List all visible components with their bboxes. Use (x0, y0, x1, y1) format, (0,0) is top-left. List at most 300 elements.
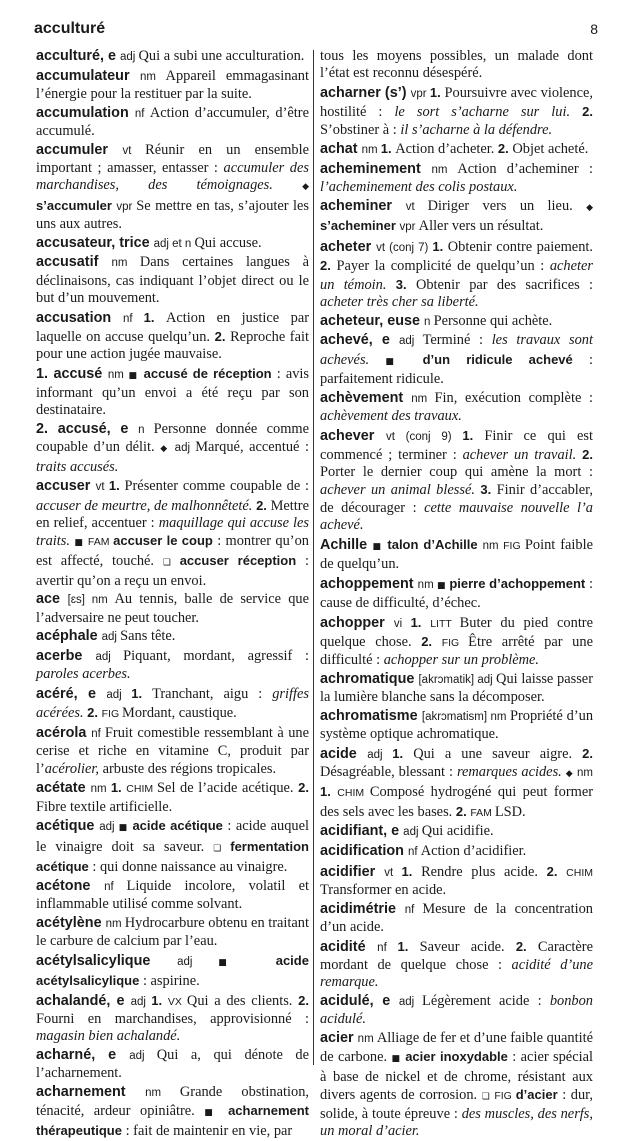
grammar-label: adj (403, 826, 422, 839)
definition-text: Fin, exécution complète : (434, 389, 597, 406)
dictionary-entry (320, 707, 597, 744)
dictionary-entry (320, 198, 593, 237)
example-text: il s’acharne à la défendre. (400, 121, 553, 138)
example-text: accumuler des marchandises, des témoignages. (36, 160, 313, 194)
headword: 1. accusé (36, 365, 108, 382)
dictionary-entry (320, 1030, 597, 1141)
sense-marker: accuser réception (179, 553, 305, 569)
example-text: magasin bien achalandé. (36, 1028, 181, 1044)
headword: accusatif (36, 254, 112, 271)
grammar-label: nm (577, 767, 597, 779)
grammar-label: nm (361, 144, 381, 157)
sense-marker: 1. (151, 992, 168, 1008)
definition-text: Réunir en un ensemble important ; amasser, entasser : (36, 141, 313, 176)
definition-text: : acier spécial à base de nickel et de chrome, résistant aux divers agents de corrosion. (320, 1049, 597, 1103)
dictionary-entry (36, 1083, 313, 1141)
usage-label: FIG (101, 708, 123, 721)
definition-text: : montrer qu’on est affecté, touché. (36, 533, 313, 570)
grammar-label: adj (95, 651, 124, 663)
sense-marker: 2. (320, 258, 337, 274)
symbol-icon: ■ (391, 1054, 401, 1065)
sense-marker: 1. (432, 239, 448, 254)
example-text: acheter un témoin. (320, 258, 597, 293)
dictionary-entry (36, 104, 313, 141)
example-text: bonbon acidulé. (320, 993, 597, 1028)
sense-marker: 2. (582, 104, 597, 120)
dictionary-entry (320, 823, 593, 841)
symbol-icon: ◆ (565, 769, 574, 779)
sense-marker: 1. (401, 863, 422, 879)
usage-label: FAM (87, 536, 114, 548)
definition-text (221, 839, 230, 855)
grammar-label: adj (398, 335, 423, 348)
dictionary-entry (36, 365, 313, 420)
pronunciation: [ɛs] (67, 594, 92, 607)
definition-text: arbuste des régions tropicales. (99, 760, 277, 777)
dictionary-entry (320, 670, 597, 707)
headword: achat (320, 141, 362, 158)
sense-marker: 2. (515, 938, 538, 954)
sense-marker: d’un ridicule achevé (422, 351, 589, 367)
definition-text: : aspirine. (142, 972, 200, 989)
headword: Achille (320, 536, 373, 553)
dictionary-entry (36, 685, 313, 724)
example-text: l’acheminement des colis postaux. (320, 179, 518, 196)
dictionary-entry (320, 938, 597, 992)
definition-text: Mettre en relief, accentuer : (36, 497, 313, 531)
definition-text: Fourni en marchandises, approvisionné : (36, 1010, 313, 1027)
definition-text (593, 198, 597, 214)
definition-text: Qui acidifie. (421, 823, 494, 840)
definition-text: Caractère mordant de quelque chose : (320, 938, 597, 973)
headword: acidimétrie (320, 900, 405, 917)
sense-marker: 1. (320, 784, 338, 800)
example-text: acheter très cher sa liberté. (320, 293, 479, 310)
dictionary-entry (36, 67, 313, 104)
definition-text: Qui a subi une acculturation. (138, 48, 305, 64)
dictionary-entry (36, 952, 313, 991)
grammar-label: nf (104, 880, 127, 893)
headword: acerbe (36, 648, 96, 664)
grammar-label: nf (407, 846, 421, 858)
sense-marker: 1. (410, 614, 431, 630)
example-text: achèvement des travaux. (320, 407, 462, 424)
dictionary-entry (320, 863, 596, 900)
grammar-label: adj (477, 673, 497, 686)
definition-text (171, 553, 180, 569)
definition-text: Saveur acide. (419, 938, 516, 955)
sense-marker: s’acheminer (320, 218, 400, 234)
grammar-label: vt (405, 201, 428, 213)
headword: acharnement (36, 1083, 146, 1100)
grammar-label: adj (130, 995, 152, 1008)
example-text: remarques acides. (456, 764, 562, 780)
example-text: achever un animal blessé. (320, 482, 475, 499)
grammar-label: adj et n (153, 237, 195, 250)
example-text: le sort s’acharne sur lui. (394, 104, 571, 121)
headword: achalandé, e (36, 992, 131, 1009)
headword: acheminement (320, 161, 432, 177)
grammar-label: vpr (399, 221, 419, 234)
dictionary-entry (36, 48, 309, 66)
definition-text: Terminé : (422, 332, 492, 349)
sense-marker: pierre d’achoppement (449, 575, 589, 591)
definition-text: Alliage de fer et d’une faible quantité de carbone. (320, 1030, 597, 1066)
grammar-label: adj (99, 821, 119, 834)
definition-text: Fruit comestible ressemblant à une cerise et riche en vitamine C, produit par l’ (36, 725, 313, 777)
definition-text: Qui laisse passer la lumière blanche sans la décomposer. (320, 670, 597, 705)
headword: acérola (36, 725, 92, 741)
example-text: acérolier, (44, 760, 100, 777)
dictionary-entry (36, 877, 313, 914)
grammar-label: adj (398, 996, 423, 1008)
definition-text: Reproche fait pour une action jugée mauvaise. (36, 328, 313, 362)
headword: achopper (320, 614, 394, 631)
sense-marker: 1. (429, 85, 445, 100)
grammar-label: vt (385, 430, 406, 443)
grammar-label: adj (106, 689, 132, 701)
headword: acculturé, e (36, 48, 120, 64)
sense-marker: 2. (455, 803, 471, 819)
grammar-label: nm (107, 368, 129, 381)
grammar-label: nf (377, 941, 398, 954)
definition-text: Désagréable, blessant : (320, 764, 457, 780)
dictionary-entry (36, 254, 313, 307)
definition-text: Être arrêté par une difficulté : (320, 633, 597, 668)
definition-text: Grande obstination, ténacité, ardeur opiniâtre. (36, 1083, 313, 1119)
sense-marker: 1. (462, 427, 485, 443)
headword: acéphale (36, 628, 102, 645)
sense-marker: s’accumuler (36, 197, 117, 213)
definition-text (249, 953, 275, 969)
symbol-icon: ❏ (162, 558, 171, 569)
symbol-icon: ◆ (160, 444, 170, 455)
definition-text: Qui accuse. (194, 234, 262, 251)
symbol-icon: ■ (436, 580, 446, 591)
headword: acétique (36, 818, 100, 835)
grammar-label: nf (404, 903, 423, 916)
dictionary-entry (320, 238, 597, 311)
grammar-label: nf (91, 728, 105, 740)
grammar-label: nf (123, 312, 144, 325)
usage-label: CHIM (126, 783, 158, 796)
symbol-icon: ■ (372, 541, 383, 552)
dictionary-entry (36, 591, 313, 627)
symbol-icon: ■ (385, 356, 407, 367)
example-text: acidité d’une remarque. (320, 957, 597, 991)
definition-text (273, 177, 302, 193)
example-text: achopper sur un problème. (383, 652, 540, 668)
right-column (320, 48, 597, 1140)
definition-text (406, 352, 422, 368)
definition-text: Composé hydrogéné qui peut former des sels avec les bases. (320, 784, 597, 820)
definition-text: Aller vers un résultat. (418, 218, 544, 235)
sense-marker: 2. (214, 328, 231, 344)
grammar-label: vt (376, 242, 390, 254)
grammar-label: vt (122, 144, 146, 157)
headword: acidité (320, 938, 378, 955)
dictionary-entry (320, 313, 593, 331)
dictionary-entry (320, 84, 597, 139)
grammar-label: nm (90, 783, 111, 796)
dictionary-entry (36, 725, 313, 778)
grammar-label: nm (145, 1086, 180, 1099)
dictionary-entry (36, 817, 313, 876)
definition-text: Finir d’accabler, de décourager : (320, 482, 597, 516)
dictionary-entry (320, 993, 597, 1029)
definition-text: Au tennis, balle de service que l’adversaire ne peut toucher. (36, 591, 313, 626)
grammar-label: vpr (116, 200, 137, 213)
usage-label: VX (167, 995, 187, 1008)
sense-marker: 3. (480, 482, 497, 498)
dictionary-entry (320, 48, 597, 83)
sense-marker: talon d’Achille (387, 536, 483, 552)
definition-text: S’obstiner à : (320, 121, 401, 138)
grammar-label: adj (129, 1049, 157, 1062)
symbol-icon: ■ (118, 823, 128, 834)
headword: accusateur, trice (36, 234, 154, 251)
headword: acheminer (320, 198, 406, 214)
sense-marker: 2. (87, 705, 102, 721)
headword: achoppement (320, 575, 418, 592)
sense-marker: 3. (395, 276, 416, 292)
definition-text: Obtenir par des sacrifices : (415, 276, 597, 293)
sense-marker: 1. (143, 309, 166, 325)
definition-text: Liquide incolore, volatil et inflammable utilisé comme solvant. (36, 877, 313, 912)
dictionary-entry (320, 161, 597, 197)
headword: acétone (36, 877, 105, 894)
dictionary-entry (36, 914, 313, 951)
dictionary-entry (320, 332, 597, 388)
sense-marker: 2. (298, 780, 313, 796)
headword: acier (320, 1030, 358, 1046)
sense-marker: accuser le coup (113, 533, 218, 548)
headword: accumulateur (36, 67, 140, 84)
grammar-label: adj (177, 955, 219, 968)
symbol-icon: ◆ (586, 203, 593, 213)
sense-marker: 1. (108, 478, 125, 494)
grammar-label: nf (134, 107, 150, 120)
headword: acidifier (320, 863, 385, 880)
dictionary-entry (320, 900, 597, 937)
definition-text: Poursuivre avec violence, hostilité : (320, 85, 597, 121)
sense-marker: 1. (392, 745, 414, 761)
definition-text: : parfaitement ridicule. (320, 351, 597, 387)
dictionary-entry (36, 421, 313, 476)
grammar-label: adj (101, 631, 121, 644)
definition-text: tous les moyens possibles, un malade dont l’état est reconnu désespéré. (320, 48, 597, 82)
usage-label: CHIM (337, 787, 370, 800)
grammar-label: vt (95, 481, 109, 494)
definition-text: Appareil emmagasinant l’énergie pour la restituer par la suite. (36, 67, 313, 102)
headword: acharné, e (36, 1046, 130, 1063)
definition-text: Fibre textile artificielle. (36, 798, 173, 815)
grammar-label: nm (490, 710, 510, 723)
usage-label: FAM (470, 806, 495, 819)
headword: acéré, e (36, 686, 107, 702)
symbol-icon: ❏ (213, 843, 222, 854)
dictionary-entry (36, 309, 313, 364)
sense-marker: acide acétique (132, 818, 228, 834)
grammar-label: vi (393, 617, 411, 630)
example-text: des muscles, des nerfs, un moral d’acier. (320, 1106, 597, 1140)
definition-text: Obtenir contre paiement. (447, 239, 597, 255)
left-column (36, 48, 313, 1140)
sense-marker: 1. (380, 141, 396, 157)
definition-text: Diriger vers un lieu. (427, 198, 587, 214)
symbol-icon: ❏ (481, 1091, 490, 1102)
headword: accusation (36, 309, 124, 326)
headword: acheteur, euse (320, 312, 424, 329)
grammar-label: nm (431, 164, 458, 176)
definition-text: Propriété d’un système optique achromatique. (320, 707, 597, 742)
sense-marker: 1. (110, 780, 127, 796)
sense-marker: acier inoxydable (405, 1049, 513, 1065)
example-text: griffes acérées. (36, 686, 313, 722)
pronunciation: (conj 7) (389, 242, 433, 254)
grammar-label: nm (139, 70, 166, 83)
dictionary-entry (36, 477, 313, 590)
headword: achevé, e (320, 332, 399, 349)
definition-text: : cause de difficulté, d’échec. (320, 575, 597, 611)
grammar-label: n (138, 424, 154, 436)
grammar-label: n (424, 315, 434, 328)
definition-text (386, 277, 395, 293)
headword: acide (320, 745, 368, 762)
dictionary-entry (36, 1046, 313, 1083)
example-text: paroles acerbes. (36, 666, 131, 683)
headword: accumuler (36, 141, 123, 158)
definition-text: : avis informant qu’un envoi a été reçu par son destinataire. (36, 365, 313, 419)
symbol-icon: ■ (218, 957, 250, 968)
usage-label: FIG (503, 539, 525, 552)
usage-label: FIG (494, 1089, 516, 1102)
dictionary-entry (320, 614, 597, 670)
pronunciation: [akrɔmatik] (418, 673, 478, 686)
grammar-label: nm (91, 594, 115, 607)
headword: acidifiant, e (320, 823, 404, 840)
sense-marker: fermentation acétique (36, 838, 313, 874)
dictionary-entry (36, 235, 309, 253)
example-text: achever un travail. (462, 446, 577, 463)
example-text: traits accusés. (36, 458, 119, 475)
definition-text: Se mettre en tas, s’ajouter les uns aux autres. (36, 197, 313, 232)
example-text: les travaux sont achevés. (320, 332, 597, 368)
definition-text: Action d’acheminer : (457, 161, 597, 177)
symbol-icon: ◆ (302, 182, 309, 193)
grammar-label: nm (482, 539, 504, 552)
dictionary-entry (36, 992, 313, 1046)
usage-label: CHIM (566, 866, 596, 879)
dictionary-entry (320, 745, 597, 822)
usage-label: FIG (441, 636, 469, 649)
definition-text: Porter le dernier coup qui amène la mort : (320, 464, 597, 480)
definition-text: Point faible de quelqu’un. (320, 536, 597, 572)
definition-text: Qui a une saveur aigre. (413, 745, 583, 762)
dictionary-entry (320, 427, 597, 535)
definition-text: : qui donne naissance au vinaigre. (92, 858, 288, 875)
definition-text: Hydrocarbure obtenu en traitant le carbure de calcium par l’eau. (36, 914, 313, 949)
headword: achromatique (320, 670, 419, 687)
definition-text: : fait de maintenir en vie, par (125, 1123, 293, 1140)
grammar-label: nm (111, 257, 140, 270)
example-text: cette mauvaise nouvelle l’a achevé. (320, 499, 597, 533)
usage-label: LITT (430, 617, 460, 630)
headword: acheter (320, 239, 377, 255)
headword: acharner (s’) (320, 85, 411, 101)
definition-text: Piquant, mordant, agressif : (123, 648, 313, 664)
grammar-label: adj (367, 748, 393, 761)
dictionary-entry (320, 575, 597, 613)
definition-text: Mesure de la concentration d’un acide. (320, 900, 597, 935)
pronunciation: (conj 9) (405, 430, 463, 443)
definition-text: Marqué, accentué : (195, 439, 313, 456)
symbol-icon: ■ (74, 538, 84, 548)
sense-marker: accusé de réception (143, 365, 277, 381)
headword: accuser (36, 478, 96, 495)
headword: acidulé, e (320, 993, 399, 1009)
definition-text: Payer la complicité de quelqu’un : (336, 258, 550, 275)
definition-text: Présenter comme coupable de : (124, 478, 313, 495)
grammar-label: nm (357, 1033, 377, 1045)
page-number: 8 (590, 21, 598, 37)
definition-text: Action d’accumuler, d’être accumulé. (36, 104, 313, 139)
pronunciation: [akrɔmatism] (421, 710, 491, 723)
column-separator (313, 50, 314, 1065)
headword: achromatisme (320, 707, 422, 724)
sense-marker: 2. (546, 863, 567, 879)
sense-marker: acharnement thérapeutique (36, 1103, 313, 1139)
definition-text: Qui a, qui dénote de l’acharnement. (36, 1046, 313, 1081)
sense-marker: 2. (256, 497, 271, 513)
dictionary-entry (320, 536, 597, 574)
dictionary-entry (36, 141, 313, 233)
dictionary-entry (320, 140, 593, 159)
grammar-label: adj (174, 442, 196, 455)
definition-text: Personne qui achète. (433, 312, 553, 329)
sense-marker: 2. (497, 141, 513, 157)
definition-text (219, 1103, 228, 1119)
running-headword: acculturé (34, 20, 106, 37)
sense-marker: 2. (582, 745, 597, 761)
definition-text: Sans tête. (120, 628, 176, 645)
definition-text: Rendre plus acide. (421, 863, 547, 880)
definition-text: Action d’acidifier. (420, 843, 527, 859)
definition-text: Personne donnée comme coupable d’un délit. (36, 421, 313, 456)
headword: accumulation (36, 104, 135, 121)
definition-text: Objet acheté. (512, 141, 589, 158)
headword: acétate (36, 780, 91, 797)
definition-text: Action en justice par laquelle on accuse quelqu’un. (36, 309, 313, 345)
grammar-label: vpr (410, 88, 430, 100)
definition-text: : dur, solide, à toute épreuve : (320, 1086, 597, 1122)
headword: acidification (320, 843, 408, 859)
sense-marker: d’acier (515, 1086, 563, 1102)
sense-marker: 1. (131, 686, 153, 701)
definition-text: Tranchant, aigu : (152, 686, 273, 702)
dictionary-entry (36, 628, 309, 646)
definition-text: Buter du pied contre quelque chose. (320, 614, 597, 650)
definition-text: : avertir qu’on a reçu un envoi. (36, 553, 313, 589)
headword: acétylsalicylique (36, 952, 178, 969)
sense-marker: 2. (298, 992, 313, 1008)
grammar-label: nm (105, 917, 125, 930)
sense-marker: acide acétylsalicylique (36, 952, 313, 988)
definition-text: Mordant, caustique. (122, 705, 237, 722)
definition-text: Légèrement acide : (422, 993, 550, 1009)
definition-text: LSD. (494, 803, 526, 820)
dictionary-entry (36, 648, 313, 684)
